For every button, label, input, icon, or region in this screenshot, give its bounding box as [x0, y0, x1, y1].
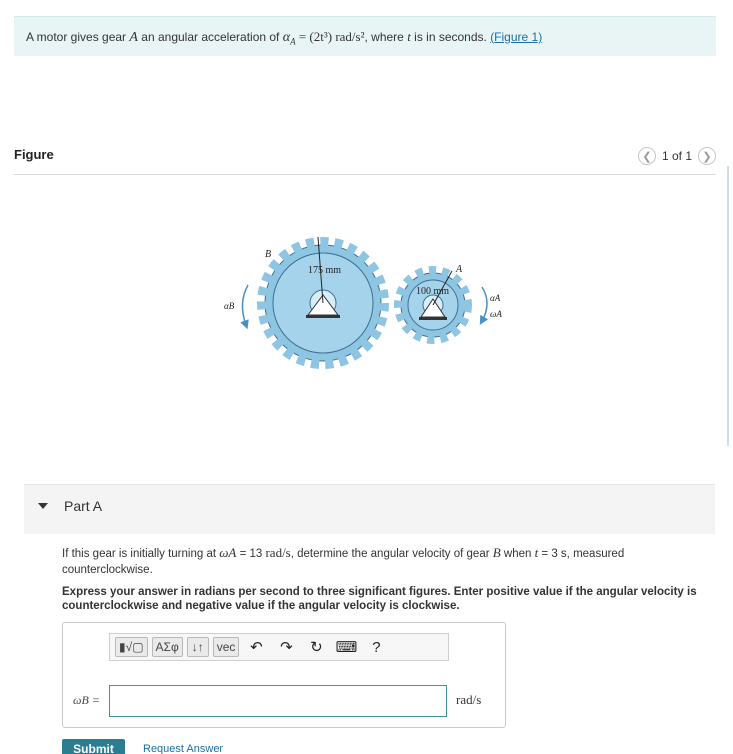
- reset-icon[interactable]: ↻: [310, 639, 323, 656]
- part-a-label: Part A: [64, 498, 103, 514]
- undo-icon[interactable]: ↶: [250, 639, 263, 656]
- submit-button[interactable]: Submit: [62, 739, 125, 754]
- caret-down-icon: [38, 503, 48, 509]
- gear-b-symbol: B: [492, 545, 501, 560]
- next-figure-button[interactable]: [698, 147, 716, 165]
- gear-a-symbol: A: [129, 30, 138, 45]
- part-question: [62, 545, 712, 578]
- redo-icon[interactable]: ↷: [280, 639, 293, 656]
- gear-figure: [220, 225, 520, 385]
- question-text: If this gear is initially turning at: [62, 548, 220, 560]
- answer-panel: [62, 622, 506, 728]
- omega-a-label: ωA: [490, 309, 502, 319]
- gear-a: [399, 271, 467, 339]
- problem-text: , where: [364, 30, 408, 44]
- acceleration-equation: = (2t³) rad/s²: [295, 29, 365, 44]
- vec-button[interactable]: vec: [213, 637, 240, 657]
- rotation-arrow-a: [482, 287, 487, 321]
- answer-instruction: Express your answer in radians per second to three significant figures. Enter positive value if the angular velocity is counterclockwise and negative value if the angular velocity is clockwise.: [62, 586, 697, 612]
- problem-text: is in seconds.: [410, 30, 491, 44]
- answer-unit: rad/s: [456, 692, 482, 707]
- figure-pager: [638, 147, 716, 165]
- question-unit: rad/s: [265, 545, 291, 560]
- alpha-symbol: α: [282, 30, 291, 45]
- figure-link[interactable]: (Figure 1): [490, 30, 543, 44]
- math-toolbar: [109, 633, 449, 661]
- question-text: = 3 s, measured counterclockwise.: [62, 548, 625, 576]
- radius-a-label: 100 mm: [416, 286, 450, 297]
- problem-text: A motor gives gear: [26, 30, 130, 44]
- question-text: when: [500, 548, 535, 560]
- prev-figure-button[interactable]: [638, 147, 656, 165]
- time-symbol: t: [534, 545, 539, 560]
- problem-statement: [14, 16, 716, 56]
- part-a-header[interactable]: [24, 484, 715, 534]
- templates-button[interactable]: ▮√▢: [115, 637, 148, 657]
- time-symbol: t: [407, 29, 411, 44]
- alpha-a-label: αA: [490, 293, 501, 303]
- gear-b: [263, 237, 383, 363]
- chevron-left-icon: ❮: [642, 150, 652, 163]
- arrows-button[interactable]: ↓↑: [187, 637, 209, 657]
- figure-title: Figure: [14, 147, 54, 162]
- answer-input[interactable]: [109, 685, 447, 717]
- chevron-right-icon: ❯: [702, 150, 712, 163]
- question-text: = 13: [236, 548, 266, 560]
- help-icon[interactable]: ?: [372, 638, 381, 656]
- problem-text: an angular acceleration of: [137, 30, 283, 44]
- request-answer-link[interactable]: Request Answer: [143, 743, 224, 754]
- figure-header: [14, 145, 716, 175]
- rotation-arrow-b: [242, 285, 248, 325]
- greek-button[interactable]: ΑΣφ: [152, 637, 183, 657]
- answer-label: ωB =: [73, 693, 100, 707]
- alpha-b-label: αB: [224, 301, 235, 311]
- omega-a-symbol: ωA: [219, 545, 237, 560]
- gear-a-label: A: [456, 264, 463, 275]
- pager-text: 1 of 1: [661, 149, 692, 163]
- radius-b-label: 175 mm: [308, 265, 342, 276]
- question-text: , determine the angular velocity of gear: [290, 548, 493, 560]
- alpha-subscript: A: [290, 36, 296, 47]
- keyboard-icon[interactable]: ⌨: [335, 639, 358, 656]
- gear-b-label: B: [265, 249, 272, 260]
- scrollbar-track[interactable]: [727, 166, 729, 446]
